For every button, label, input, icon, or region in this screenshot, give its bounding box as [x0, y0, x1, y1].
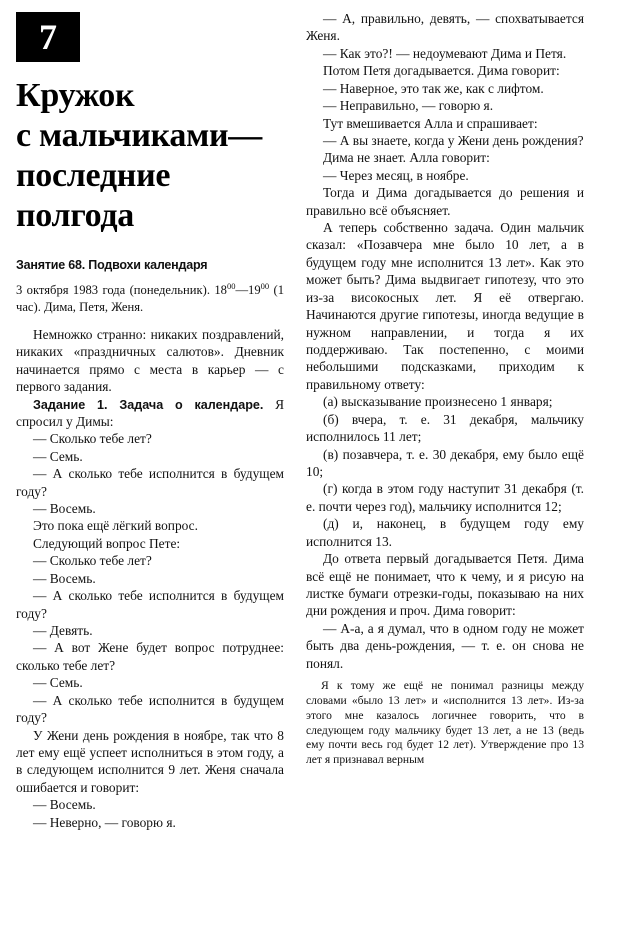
chapter-title-line-4: полгода — [16, 197, 134, 235]
paragraph: Немножко странно: никаких поздравлений, никаких «праздничных салютов». Дневник начинается прямо с места в карьер — с первого задания. — [16, 326, 284, 395]
paragraph: — Неправильно, — говорю я. — [323, 98, 494, 114]
paragraph: Потом Петя догадывается. Дима говорит: — [323, 63, 560, 79]
paragraph: — А-а, а я думал, что в одном году не может быть два день-рождения, — т. е. он снова не понял. — [306, 620, 584, 671]
session-meta-sup-end: 00 — [260, 281, 270, 292]
paragraph: — Семь. — [33, 448, 83, 464]
paragraph: (в) позавчера, т. е. 30 декабря, ему было ещё 10; — [306, 446, 584, 479]
paragraph: — Восемь. — [33, 797, 96, 813]
paragraph: (г) когда в этом году наступит 31 декабря (т. е. почти через год), мальчику исполнится 12; — [306, 481, 584, 514]
session-heading: Занятие 68. Подвохи календаря — [16, 258, 208, 273]
chapter-number: 7 — [39, 17, 57, 57]
chapter-number-box — [16, 12, 80, 62]
paragraph: — Семь. — [33, 675, 83, 691]
paragraph: Дима не знает. Алла говорит: — [323, 150, 490, 166]
two-column-layout — [16, 10, 604, 936]
paragraph: Следующий вопрос Пете: — [33, 535, 181, 551]
footnote: Я к тому же ещё не понимал разницы между словами «было 13 лет» и «исполнится 13 лет». Из-за этого мне казалось логичнее говорить, что в следующем году мальчику будет 13 лет, а не 13 (ведь ему почти весь год будет 12 лет). Утверждение про 13 лет я признавал верным — [306, 679, 584, 767]
paragraph: — Как это?! — недоумевают Дима и Петя. — [323, 45, 567, 61]
paragraph: Тогда и Дима догадывается до решения и правильно всё объясняет. — [306, 185, 584, 218]
paragraph: — А сколько тебе исполнится в будущем году? — [16, 692, 284, 726]
paragraph: Тут вмешивается Алла и спрашивает: — [323, 115, 538, 131]
paragraph: — А сколько тебе исполнится в будущем году? — [16, 466, 284, 499]
paragraph: — Неверно, — говорю я. — [33, 814, 176, 830]
session-meta — [16, 281, 284, 315]
task-paragraph — [16, 396, 284, 431]
paragraph: А теперь собственно задача. Один мальчик сказал: «Позавчера мне было 10 лет, а в будущем году мне исполнится 13 лет». Как это может быть? Дима выдвигает гипотезу, что это из-за високосных лет. Я её отвергаю. Начинаются другие гипотезы, иногда ведущие в нужном направлении, и тогда я их поддерживаю. Так постепенно, с моими небольшими подсказками, приходим к правильному ответу: — [306, 220, 584, 392]
chapter-title-line-1: Кружок — [16, 77, 135, 114]
paragraph: — Через месяц, в ноябре. — [323, 167, 469, 183]
session-meta-sup-start: 00 — [226, 281, 236, 292]
session-meta-date: 3 октября 1983 года (понедельник). 18 — [16, 283, 227, 298]
session-meta-dash: —19 — [235, 283, 261, 298]
chapter-title — [16, 76, 284, 236]
chapter-title-line-2: с мальчиками— — [16, 117, 262, 155]
paragraph: — Восемь. — [33, 570, 96, 586]
paragraph: (д) и, наконец, в будущем году ему исполнится 13. — [306, 516, 584, 549]
paragraph: (б) вчера, т. е. 31 декабря, мальчику исполнилось 11 лет; — [306, 411, 584, 445]
paragraph: — А, правильно, девять, — спохватывается Женя. — [306, 11, 584, 44]
task-label: Задание 1. Задача о календаре. — [33, 397, 264, 412]
task-intro: Я спросил у Димы: — [16, 396, 284, 429]
paragraph: До ответа первый догадывается Петя. Дима всё ещё не понимает, что к чему, и я рисую на листке бумаги отрезки-годы, показываю на них дни рождения и проч. Дима говорит: — [306, 551, 584, 619]
paragraph: — Восемь. — [33, 501, 96, 517]
paragraph: — А вы знаете, когда у Жени день рождения? — [323, 132, 584, 148]
paragraph: Это пока ещё лёгкий вопрос. — [33, 518, 198, 534]
left-column — [16, 10, 284, 936]
session-meta-tail: (1 час). Дима, Петя, Женя. — [16, 283, 284, 315]
paragraph: — Девять. — [33, 623, 93, 639]
paragraph: (а) высказывание произнесено 1 января; — [323, 394, 553, 410]
paragraph: — Сколько тебе лет? — [33, 553, 152, 569]
paragraph: — А сколько тебе исполнится в будущем году? — [16, 588, 284, 621]
paragraph: — А вот Жене будет вопрос потруднее: сколько тебе лет? — [16, 640, 284, 673]
paragraph: — Сколько тебе лет? — [33, 431, 152, 447]
right-column — [306, 10, 584, 936]
paragraph: У Жени день рождения в ноябре, так что 8 лет ему ещё успеет исполниться в этом году, а в следующем исполнится 9 лет. Женя сначала ошибается и говорит: — [16, 727, 284, 795]
paragraph: — Наверное, это так же, как с лифтом. — [323, 80, 544, 96]
chapter-title-line-3: последние — [16, 157, 171, 195]
